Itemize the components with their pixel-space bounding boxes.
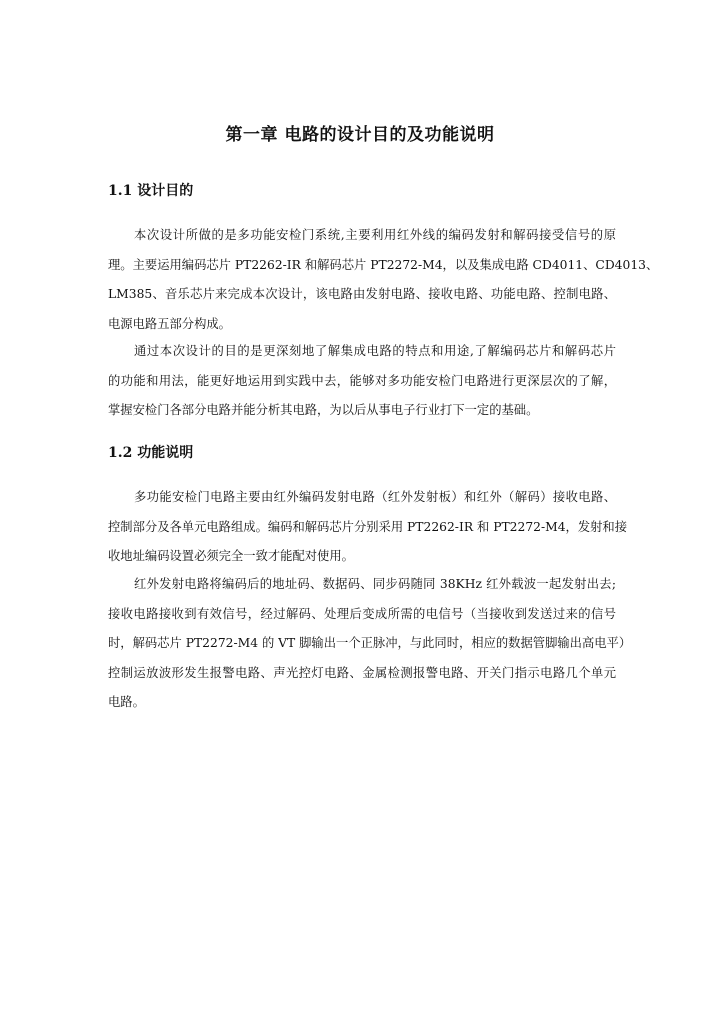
text-line: 本次设计所做的是多功能安检门系统,主要利用红外线的编码发射和解码接受信号的原 xyxy=(134,228,616,242)
text-line: 红外发射电路将编码后的地址码、数据码、同步码随同 38KHz 红外载波一起发射出去; xyxy=(134,577,616,591)
text-line: 理。主要运用编码芯片 PT2262-IR 和解码芯片 PT2272-M4，以及集成电路 CD4011、CD4013、 xyxy=(108,257,659,272)
text-line: 时，解码芯片 PT2272-M4 的 VT 脚输出一个正脉冲，与此同时，相应的数据管脚输出高电平） xyxy=(108,636,632,651)
text-line: 接收电路接收到有效信号，经过解码、处理后变成所需的电信号（当接收到发送过来的信号 xyxy=(108,606,616,621)
paragraph-1-2-1 xyxy=(108,483,628,572)
text-line: 通过本次设计的目的是更深刻地了解集成电路的特点和用途,了解编码芯片和解码芯片 xyxy=(134,344,616,358)
paragraph-1-1-1 xyxy=(108,221,659,339)
text-line: 收地址编码设置必须完全一致才能配对使用。 xyxy=(108,549,354,564)
text-line: 电源电路五部分构成。 xyxy=(108,316,231,331)
paragraph-1-1-2 xyxy=(108,337,616,426)
chapter-title: 第一章 电路的设计目的及功能说明 xyxy=(225,125,495,145)
text-line: 电路。 xyxy=(108,695,145,710)
text-line: 控制部分及各单元电路组成。编码和解码芯片分别采用 PT2262-IR 和 PT2272-M4，发射和接 xyxy=(108,519,628,534)
section-heading-1-2: 1.2 功能说明 xyxy=(108,445,194,461)
text-line: 多功能安检门电路主要由红外编码发射电路（红外发射板）和红外（解码）接收电路、 xyxy=(134,490,616,504)
text-line: 控制运放波形发生报警电路、声光控灯电路、金属检测报警电路、开关门指示电路几个单元 xyxy=(108,665,616,680)
text-line: 掌握安检门各部分电路并能分析其电路，为以后从事电子行业打下一定的基础。 xyxy=(108,403,539,418)
section-heading-1-1: 1.1 设计目的 xyxy=(108,183,194,199)
paragraph-1-2-2 xyxy=(108,570,632,718)
text-line: 的功能和用法，能更好地运用到实践中去，能够对多功能安检门电路进行更深层次的了解， xyxy=(108,373,616,388)
text-line: LM385、音乐芯片来完成本次设计，该电路由发射电路、接收电路、功能电路、控制电路、 xyxy=(108,287,616,302)
